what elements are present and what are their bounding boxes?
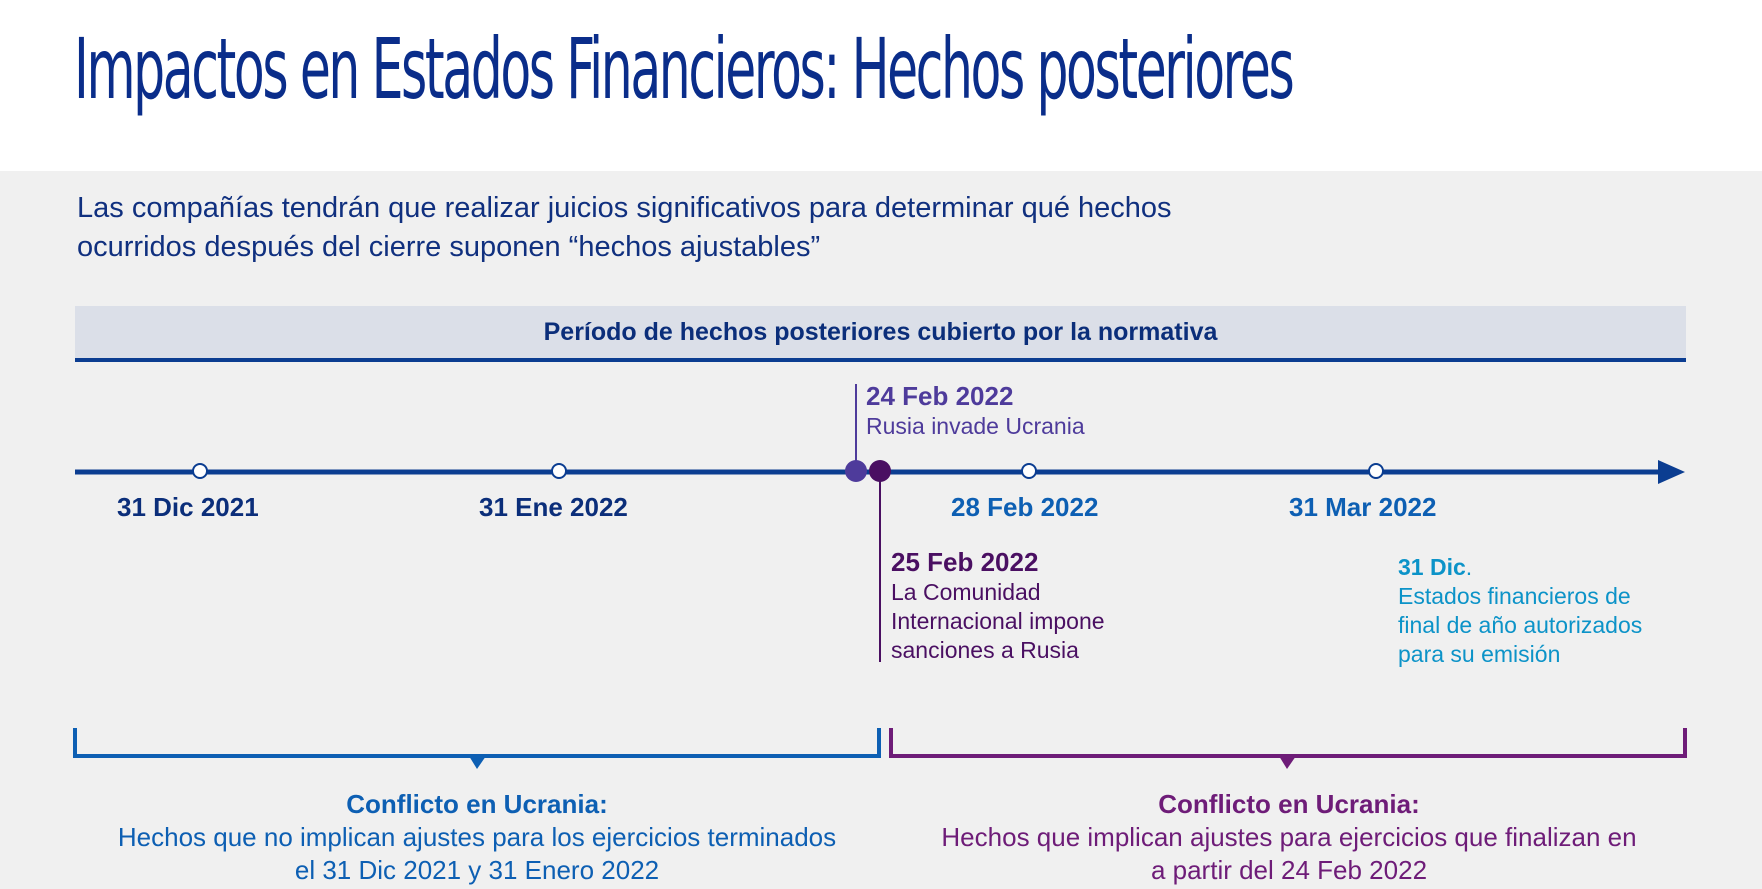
axis-date-28-feb-2022: 28 Feb 2022 xyxy=(951,492,1099,522)
summary-left-line-2: el 31 Dic 2021 y 31 Enero 2022 xyxy=(294,855,660,885)
marker-31-mar-2022 xyxy=(1369,464,1383,478)
axis-date-31-dic-2021: 31 Dic 2021 xyxy=(117,492,259,522)
event-year-end-line-1: Estados financieros de xyxy=(1398,583,1631,609)
event-invasion-text: Rusia invade Ucrania xyxy=(866,413,1085,439)
left-bracket xyxy=(75,728,879,756)
period-band-label: Período de hechos posteriores cubierto por la normativa xyxy=(543,317,1218,346)
page-title: Impactos en Estados Financieros: Hechos posteriores xyxy=(74,20,1293,118)
summary-left xyxy=(77,788,877,887)
event-year-end-heading xyxy=(1398,553,1642,582)
event-invasion xyxy=(866,381,1085,441)
right-bracket-pointer xyxy=(1279,756,1296,769)
summary-left-line-1: Hechos que no implican ajustes para los ejercicios terminados xyxy=(117,822,837,852)
marker-28-feb-2022 xyxy=(1022,464,1036,478)
right-bracket xyxy=(891,728,1685,756)
event-year-end-date: 31 Dic xyxy=(1398,554,1466,580)
summary-right-heading: Conflicto en Ucrania: xyxy=(1158,789,1420,819)
summary-left-heading: Conflicto en Ucrania: xyxy=(346,789,608,819)
event-sanctions-line-2: Internacional impone xyxy=(891,608,1105,634)
summary-right-line-2: a partir del 24 Feb 2022 xyxy=(1150,855,1428,885)
event-sanctions xyxy=(891,547,1105,665)
axis-date-31-ene-2022: 31 Ene 2022 xyxy=(479,492,628,522)
timeline-arrow-head xyxy=(1658,460,1685,484)
left-bracket-pointer xyxy=(469,756,486,769)
event-year-end xyxy=(1398,553,1642,669)
axis-date-31-mar-2022: 31 Mar 2022 xyxy=(1289,492,1437,522)
summary-right-line-1: Hechos que implican ajustes para ejercicios que finalizan en xyxy=(941,822,1637,852)
event-sanctions-date: 25 Feb 2022 xyxy=(891,547,1039,577)
event-year-end-line-2: final de año autorizados xyxy=(1398,612,1643,638)
event-invasion-date: 24 Feb 2022 xyxy=(866,381,1014,411)
summary-right xyxy=(889,788,1689,887)
event-sanctions-line-3: sanciones a Rusia xyxy=(891,637,1079,663)
marker-sanctions xyxy=(869,460,891,482)
marker-31-dic-2021 xyxy=(193,464,207,478)
event-year-end-line-3: para su emisión xyxy=(1398,641,1561,667)
event-sanctions-line-1: La Comunidad xyxy=(891,579,1041,605)
marker-31-ene-2022 xyxy=(552,464,566,478)
intro-line-2: ocurridos después del cierre suponen “hechos ajustables” xyxy=(77,231,821,263)
intro-line-1: Las compañías tendrán que realizar juicios significativos para determinar qué hechos xyxy=(77,192,1172,224)
event-year-end-date-suffix: . xyxy=(1465,554,1473,580)
marker-invasion xyxy=(845,460,867,482)
